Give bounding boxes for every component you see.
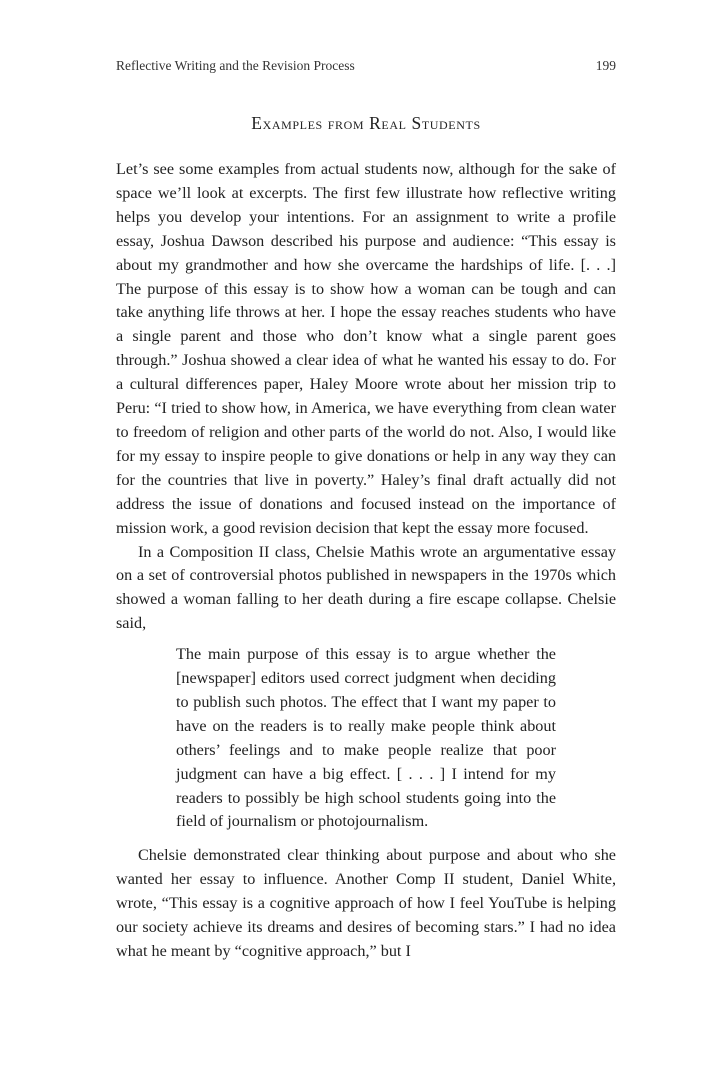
running-title: Reflective Writing and the Revision Process xyxy=(116,58,355,73)
paragraph-3: Chelsie demonstrated clear thinking about purpose and about who she wanted her essay to influence. Another Comp II student, Daniel White, wrote, “This essay is a cognitive approach of how I feel YouTube is helping our society achieve its dreams and desires of becoming stars.” I had no idea what he meant by “cognitive approach,” but I xyxy=(116,846,616,960)
body-text xyxy=(116,158,616,964)
section-heading: Examples from Real Students xyxy=(251,113,481,133)
running-header xyxy=(116,56,616,76)
block-quote: The main purpose of this essay is to argue whether the [newspaper] editors used correct judgment when deciding to publish such photos. The effect that I want my paper to have on the readers is to really make people think about others’ feelings and to make people realize that poor judgment can have a big effect. [ . . . ] I intend for my readers to possibly be high school students going into the field of journalism or photojournalism. xyxy=(176,645,556,831)
paragraph-2: In a Composition II class, Chelsie Mathis wrote an argumentative essay on a set of controversial photos published in newspapers in the 1970s which showed a woman falling to her death during a fire escape collapse. Chelsie said, xyxy=(116,542,616,633)
book-page xyxy=(116,56,616,964)
page-number: 199 xyxy=(595,58,616,73)
paragraph-1: Let’s see some examples from actual students now, although for the sake of space we’ll look at excerpts. The first few illustrate how reflective writing helps you develop your intentions. For an assignment to write a profile essay, Joshua Dawson described his purpose and audience: “This essay is about my grandmother and how she overcame the hardships of life. [. . .] The purpose of this essay is to show how a woman can be tough and can take anything life throws at her. I hope the essay reaches students who have a single parent and those who don’t know what a single parent goes through.” Joshua showed a clear idea of what he wanted his essay to do. For a cultural differences paper, Haley Moore wrote about her mission trip to Peru: “I tried to show how, in America, we have everything from clean water to freedom of religion and other parts of the world do not. Also, I would like for my essay to inspire people to give donations or help in any way they can for the countries that live in poverty.” Haley’s final draft actually did not address the issue of donations and focused instead on the importance of mission work, a good revision decision that kept the essay more focused. xyxy=(116,160,616,537)
